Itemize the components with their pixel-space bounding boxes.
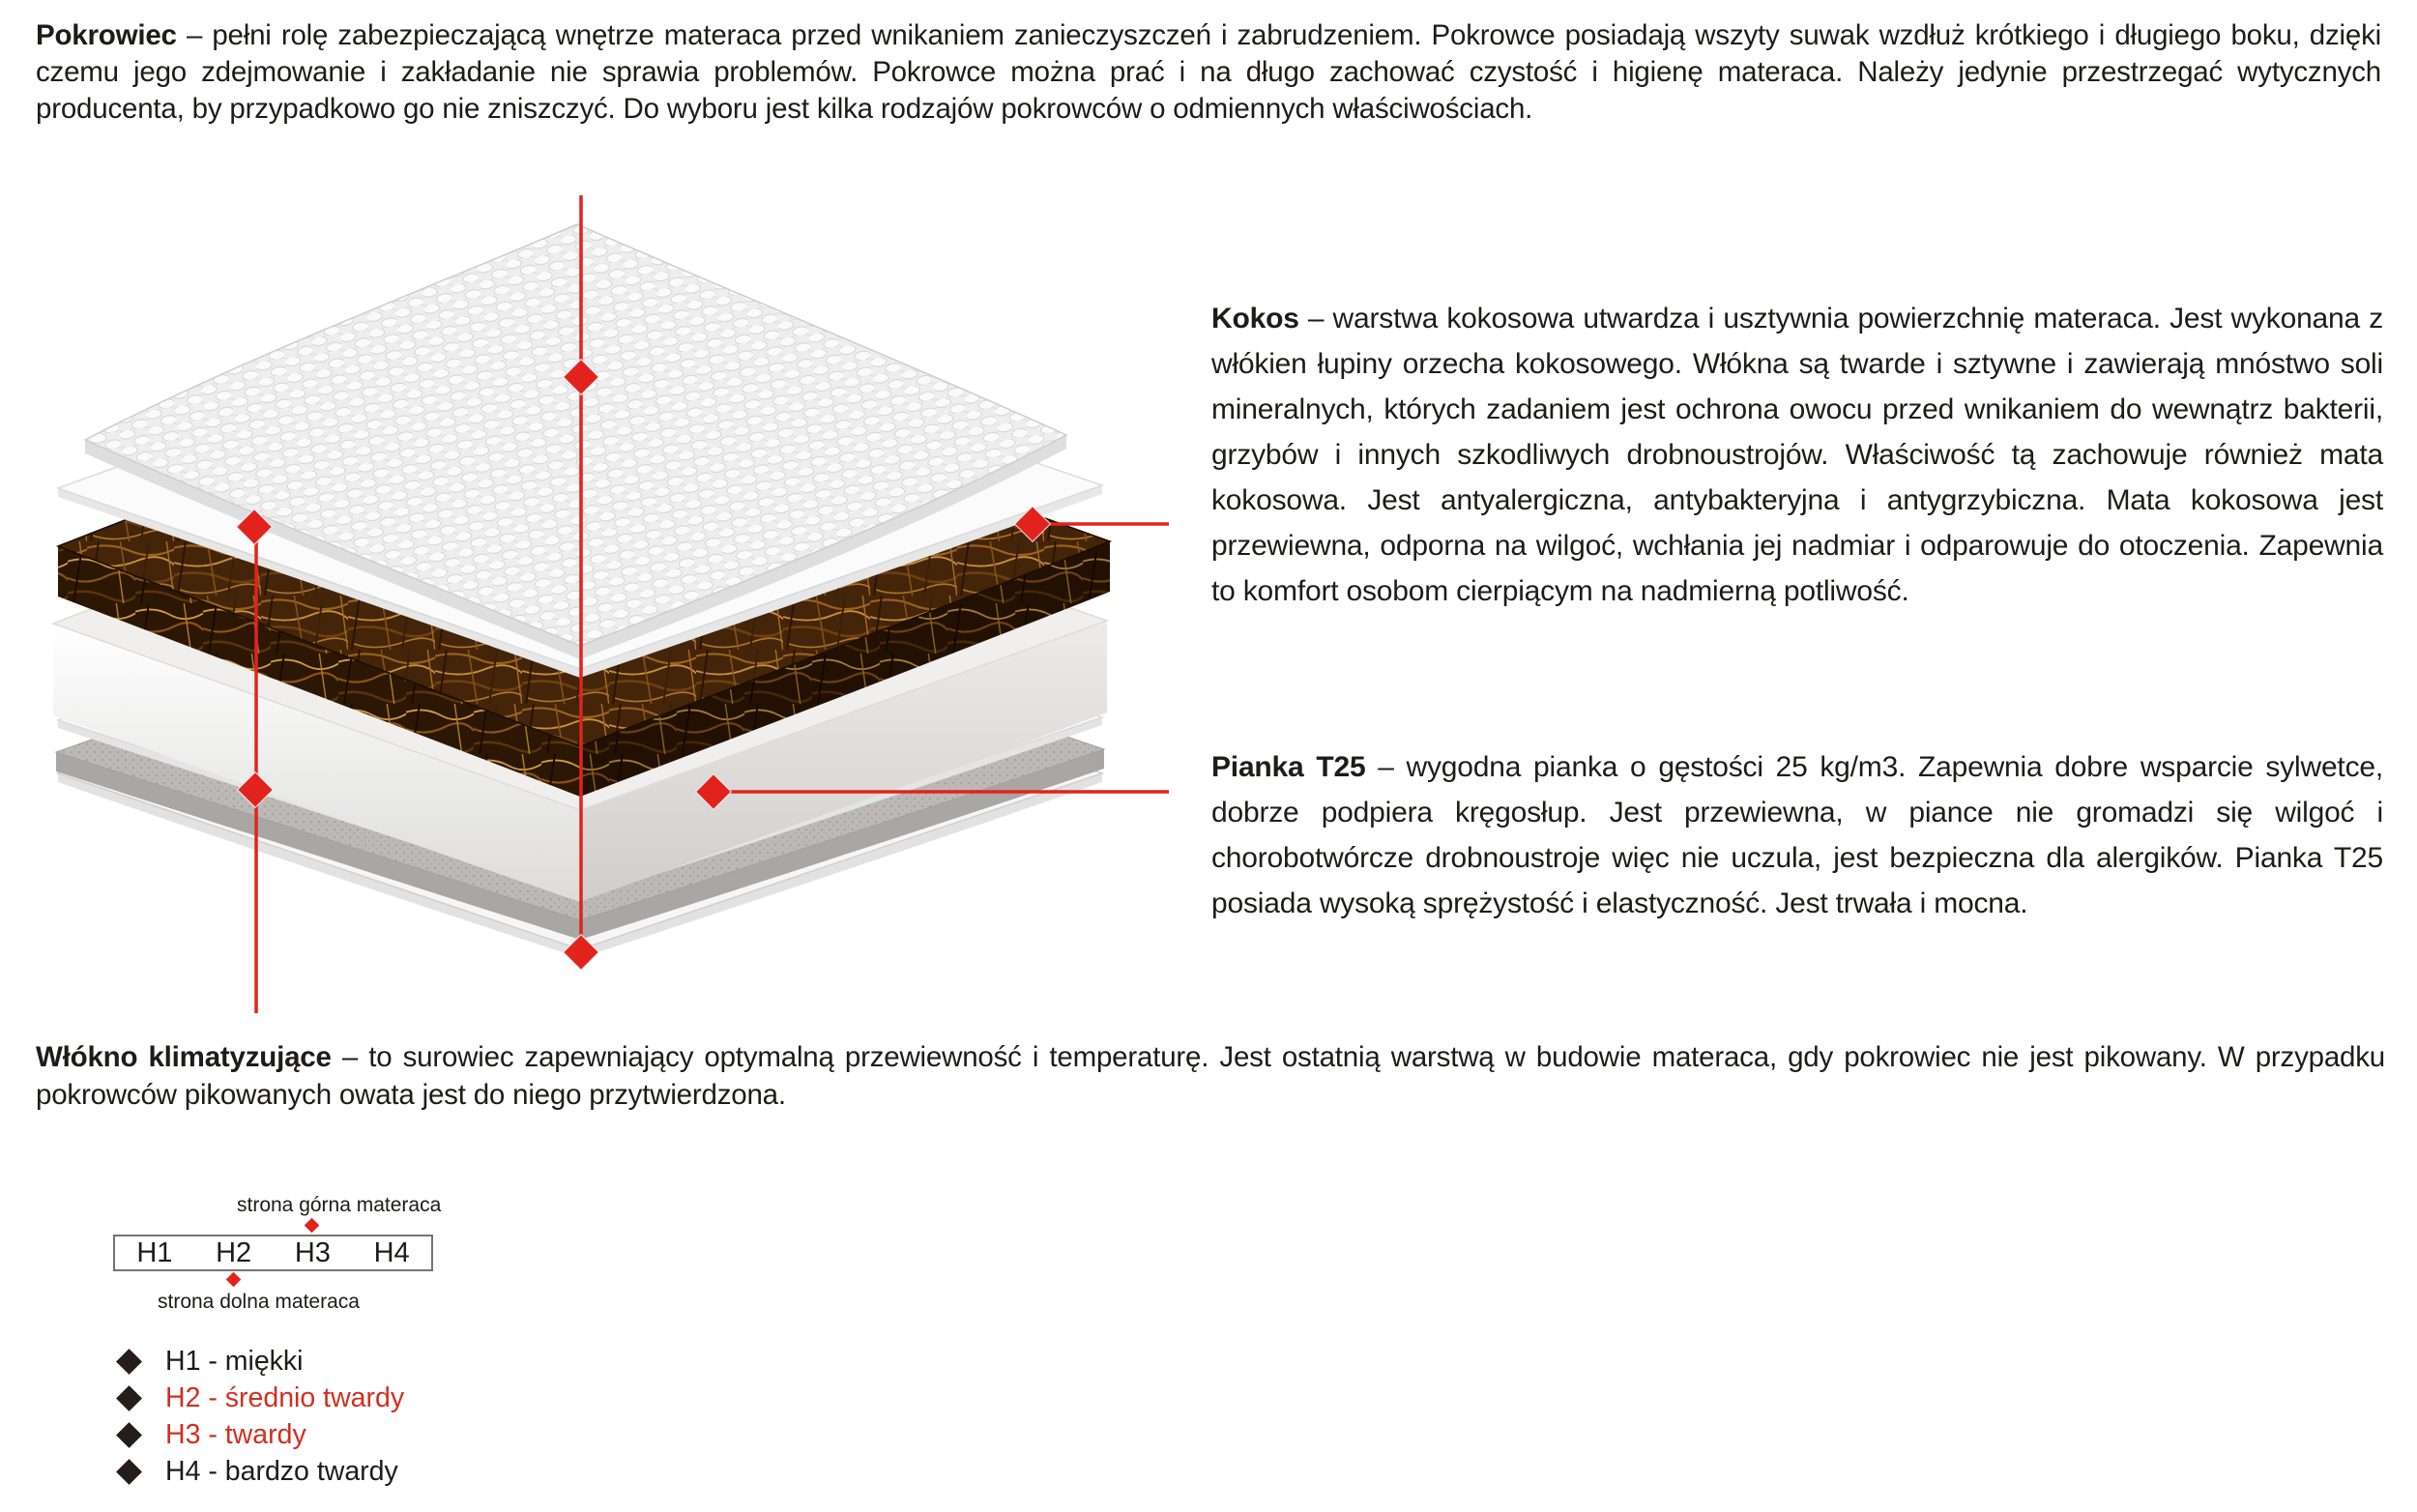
legend-label-h4: H4 - bardzo twardy (165, 1455, 398, 1487)
section-pianka (1211, 744, 2383, 926)
diamond-bullet-icon (116, 1349, 142, 1375)
legend-label-h1: H1 - miękki (165, 1345, 304, 1377)
hardness-legend (116, 1343, 404, 1490)
section-wlokno-body: – to surowiec zapewniający optymalną przewiewność i temperaturę. Jest ostatnią warstwą w budowie materaca, gdy pokrowiec nie jest pikowany. W przypadku pokrowców pikowanych owata jest do niego przytwierdzona. (36, 1041, 2385, 1111)
hardness-bottom-side-label: strona dolna materaca (158, 1291, 360, 1313)
hardness-cell-h1: H1 (136, 1236, 173, 1268)
hardness-top-side-label: strona górna materaca (237, 1194, 442, 1216)
legend-row-h3 (116, 1416, 404, 1453)
section-wlokno-title: Włókno klimatyzujące (36, 1041, 332, 1073)
hardness-cell-h3: H3 (294, 1236, 331, 1268)
section-pokrowiec-title: Pokrowiec (36, 19, 177, 51)
legend-label-h3: H3 - twardy (165, 1418, 306, 1450)
legend-row-h1 (116, 1343, 404, 1380)
diamond-bullet-icon (116, 1459, 142, 1485)
section-pokrowiec (36, 17, 2381, 128)
hardness-scale-box (113, 1235, 433, 1271)
section-kokos-body: – warstwa kokosowa utwardza i usztywnia powierzchnię materaca. Jest wykonana z włókien łupiny orzecha kokosowego. Włókna są twarde i sztywne i zawierają mnóstwo soli mineralnych, których zadaniem jest ochrona owocu przed wnikaniem do wewnątrz bakterii, grzybów i innych szkodliwych drobnoustrojów. Właściwość tą zachowuje również mata kokosowa. Jest antyalergiczna, antybakteryjna i antygrzybiczna. Mata kokosowa jest przewiewna, odporna na wilgoć, wchłania jej nadmiar i odparowuje do otoczenia. Zapewnia to komfort osobom cierpiącym na nadmierną potliwość. (1211, 303, 2383, 607)
diamond-bullet-icon (116, 1385, 142, 1411)
legend-label-h2: H2 - średnio twardy (165, 1381, 405, 1413)
legend-row-h4 (116, 1453, 404, 1490)
section-wlokno (36, 1038, 2385, 1114)
section-kokos (1211, 296, 2383, 614)
section-kokos-title: Kokos (1211, 303, 1299, 334)
legend-row-h2 (116, 1380, 404, 1416)
diamond-bullet-icon (116, 1422, 142, 1448)
hardness-cell-h4: H4 (373, 1236, 410, 1268)
section-pianka-title: Pianka T25 (1211, 751, 1366, 783)
section-pianka-body: – wygodna pianka o gęstości 25 kg/m3. Zapewnia dobre wsparcie sylwetce, dobrze podpiera kręgosłup. Jest przewiewna, w piance nie gromadzi się wilgoć i chorobotwórcze drobnoustroje więc nie uczula, jest bezpieczna dla alergików. Pianka T25 posiada wysoką sprężystość i elastyczność. Jest trwała i mocna. (1211, 751, 2383, 919)
hardness-cell-h2: H2 (216, 1236, 252, 1268)
section-pokrowiec-body: – pełni rolę zabezpieczającą wnętrze materaca przed wnikaniem zanieczyszczeń i zabrudzeniem. Pokrowce posiadają wszyty suwak wzdłuż krótkiego i długiego boku, dzięki czemu jego zdejmowanie i zakładanie nie sprawia problemów. Pokrowce można prać i na długo zachować czystość i higienę materaca. Należy jedynie przestrzegać wytycznych producenta, by przypadkowo go nie zniszczyć. Do wyboru jest kilka rodzajów pokrowców o odmiennych właściwościach. (36, 19, 2381, 125)
